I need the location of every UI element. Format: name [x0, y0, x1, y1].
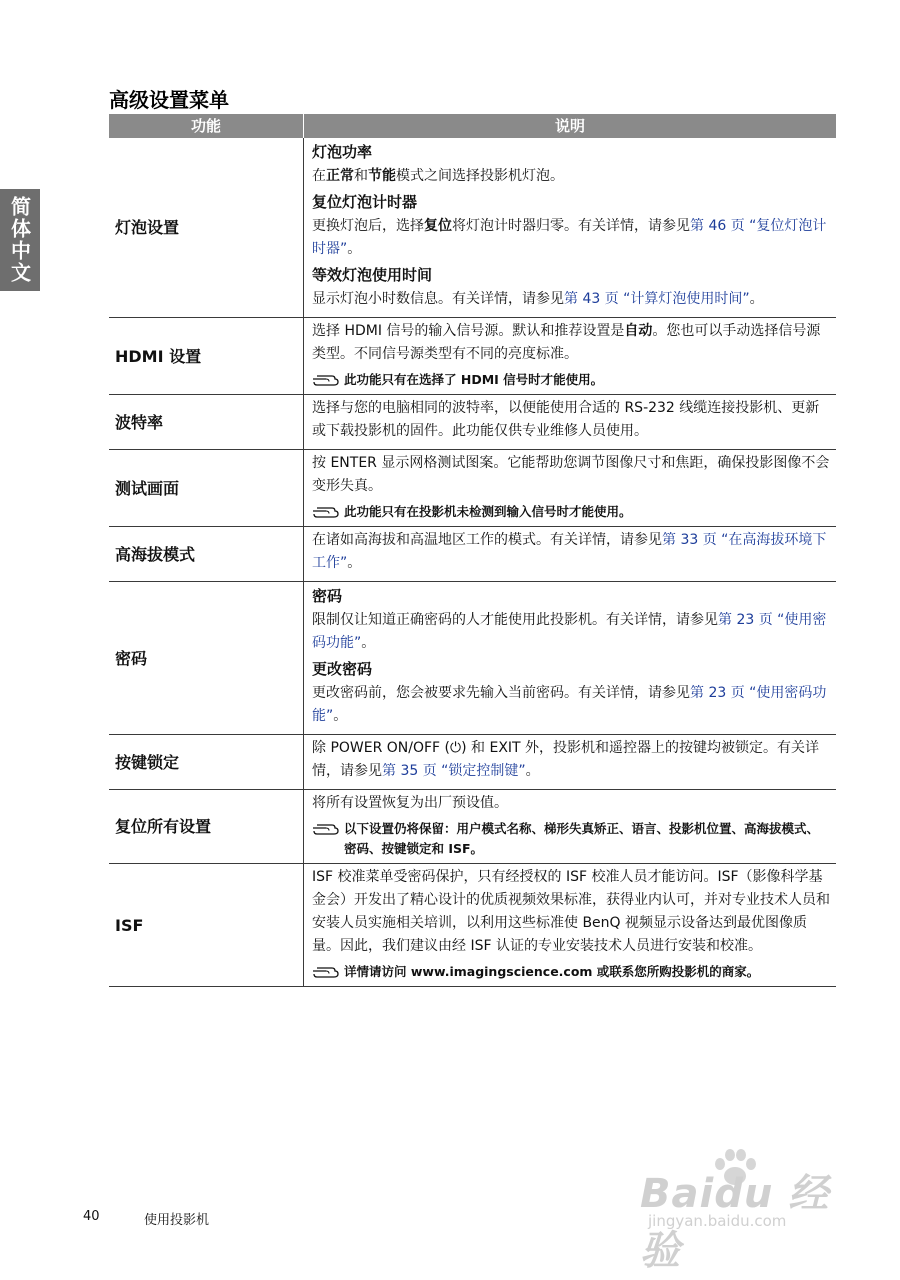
- emphasis: 自动: [624, 323, 653, 339]
- text: 限制仅让知道正确密码的人才能使用此投影机。有关详情，请参见: [312, 612, 718, 628]
- table-row-lamp-settings: [109, 138, 836, 318]
- table-row-password: [109, 582, 836, 735]
- emphasis: 正常: [326, 168, 354, 184]
- description-cell: [304, 582, 837, 735]
- paragraph: 选择与您的电脑相同的波特率，以便能使用合适的 RS-232 线缆连接投影机、更新或下载投影机的固件。此功能仅供专业维修人员使用。: [312, 400, 820, 439]
- paragraph: [312, 288, 830, 311]
- text: 除 POWER ON/OFF (: [312, 740, 451, 756]
- paragraph: ISF 校准菜单受密码保护，只有经授权的 ISF 校准人员才能访问。ISF（影像科学基金会）开发出了精心设计的优质视频效果标准，获得业内认可，并对专业技术人员和安装人员实施相关培训，以利用这些标准使 BenQ 视频显示设备达到最优图像质量。因此，我们建议由经 ISF 认证的专业安装技术人员进行安装和校准。: [312, 869, 830, 954]
- table-header-row: [109, 114, 836, 138]
- text: 。: [347, 555, 362, 571]
- subheading-lamp-power: 灯泡功率: [312, 143, 373, 161]
- text: 更换灯泡后，选择: [312, 218, 424, 234]
- table-row-baud-rate: [109, 395, 836, 450]
- baidu-watermark: [640, 1146, 850, 1274]
- watermark-brand: Baidu 经验: [640, 1171, 830, 1274]
- note-text: 以下设置仍将保留：用户模式名称、梯形失真矫正、语言、投影机位置、高海拔模式、密码、按键锁定和 ISF。: [344, 821, 820, 856]
- description-cell: [304, 318, 837, 395]
- emphasis: 复位: [424, 218, 452, 234]
- function-name: 测试画面: [109, 450, 304, 527]
- page-number: 40: [83, 1209, 100, 1224]
- text: 显示灯泡小时数信息。有关详情，请参见: [312, 291, 564, 307]
- description-cell: [304, 138, 837, 318]
- pointing-hand-icon: [312, 373, 340, 387]
- text: 。: [347, 241, 362, 257]
- watermark-url: jingyan.baidu.com: [648, 1212, 787, 1230]
- note: [312, 962, 830, 982]
- description-cell: [304, 790, 837, 864]
- table-row-key-lock: [109, 735, 836, 790]
- text: 。您也可以手动选择信号源类型。不同信号源类型有不同的亮度标准。: [312, 323, 821, 362]
- note: [312, 370, 830, 390]
- column-header-description: 说明: [304, 114, 837, 138]
- text: 选择 HDMI 信号的输入信号源。默认和推荐设置是: [312, 323, 625, 339]
- subheading-reset-lamp-timer: 复位灯泡计时器: [312, 193, 418, 211]
- page-link[interactable]: 第 23 页 “使用密码功能”: [312, 685, 827, 724]
- paragraph: 将所有设置恢复为出厂预设值。: [312, 795, 508, 811]
- description-cell: [304, 735, 837, 790]
- pointing-hand-icon: [312, 965, 340, 979]
- text: 在: [312, 168, 326, 184]
- settings-table: [109, 114, 836, 987]
- page-link[interactable]: 第 23 页 “使用密码功能”: [312, 612, 827, 651]
- paragraph: [312, 529, 830, 575]
- page-link[interactable]: 第 33 页 “在高海拔环境下工作”: [312, 532, 827, 571]
- table-row-test-pattern: [109, 450, 836, 527]
- text: 和: [354, 168, 368, 184]
- text: 。: [749, 291, 764, 307]
- description-cell: [304, 864, 837, 987]
- page-title: 高级设置菜单: [109, 88, 229, 112]
- table-row-hdmi-settings: [109, 318, 836, 395]
- pointing-hand-icon: [312, 505, 340, 519]
- function-name: 复位所有设置: [109, 790, 304, 864]
- note-text: 此功能只有在选择了 HDMI 信号时才能使用。: [344, 372, 604, 387]
- note: [312, 502, 830, 522]
- function-name: 波特率: [109, 395, 304, 450]
- function-name: 灯泡设置: [109, 138, 304, 318]
- table-row-reset-all-settings: [109, 790, 836, 864]
- text: 。: [333, 708, 348, 724]
- subheading-change-password: 更改密码: [312, 660, 373, 678]
- text: 。: [525, 763, 540, 779]
- page-link[interactable]: 第 35 页 “锁定控制键”: [382, 763, 526, 779]
- function-name: 按键锁定: [109, 735, 304, 790]
- function-name: 密码: [109, 582, 304, 735]
- text: ) 和 EXIT 外，投影机和遥控器上的按键均被锁定。有关详情，请参见: [312, 740, 820, 779]
- description-cell: [304, 395, 837, 450]
- table-row-isf: [109, 864, 836, 987]
- paragraph: 按 ENTER 显示网格测试图案。它能帮助您调节图像尺寸和焦距，确保投影图像不会变形失真。: [312, 455, 830, 494]
- footer-section-title: 使用投影机: [144, 1213, 210, 1228]
- text: 在诸如高海拔和高温地区工作的模式。有关详情，请参见: [312, 532, 662, 548]
- function-name: ISF: [109, 864, 304, 987]
- paragraph: [312, 320, 830, 366]
- paragraph: [312, 682, 830, 728]
- emphasis: 节能: [368, 168, 396, 184]
- paragraph: [312, 609, 830, 655]
- page-link[interactable]: 第 46 页 “复位灯泡计时器”: [312, 218, 827, 257]
- note: [312, 819, 830, 859]
- description-cell: [304, 527, 837, 582]
- paragraph: [312, 737, 830, 783]
- column-header-function: 功能: [109, 114, 304, 138]
- description-cell: [304, 450, 837, 527]
- note-text: 详情请访问 www.imagingscience.com 或联系您所购投影机的商家。: [344, 964, 760, 979]
- subheading-equivalent-lamp-hours: 等效灯泡使用时间: [312, 266, 433, 284]
- page-link[interactable]: 第 43 页 “计算灯泡使用时间”: [564, 291, 750, 307]
- text: 模式之间选择投影机灯泡。: [396, 168, 564, 184]
- function-name: HDMI 设置: [109, 318, 304, 395]
- text: 将灯泡计时器归零。有关详情，请参见: [452, 218, 690, 234]
- subheading-password: 密码: [312, 587, 343, 605]
- text: 更改密码前，您会被要求先输入当前密码。有关详情，请参见: [312, 685, 690, 701]
- text: 。: [361, 635, 376, 651]
- note-text: 此功能只有在投影机未检测到输入信号时才能使用。: [344, 504, 632, 519]
- power-icon: ⏻: [450, 740, 462, 756]
- table-row-high-altitude-mode: [109, 527, 836, 582]
- paragraph: [312, 215, 830, 261]
- function-name: 高海拔模式: [109, 527, 304, 582]
- paragraph: [312, 165, 830, 188]
- language-side-tab: 简体中文: [0, 189, 40, 291]
- pointing-hand-icon: [312, 822, 340, 836]
